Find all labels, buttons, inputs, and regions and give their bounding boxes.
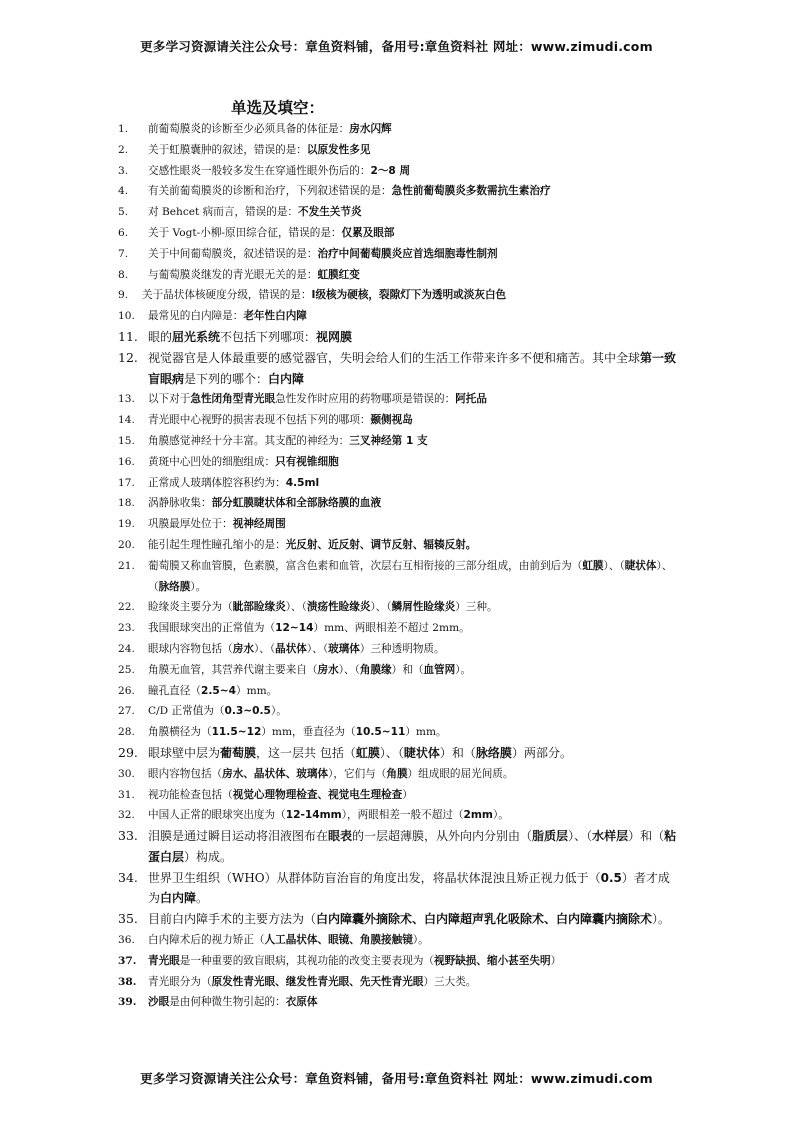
item-number: 2. <box>118 143 129 156</box>
item-number: 38. <box>118 975 137 988</box>
question-text: ）。 <box>270 705 287 718</box>
question-text: ）和（ <box>391 663 424 676</box>
list-item <box>118 992 678 1013</box>
answer-text: 0.3~0.5 <box>224 705 271 718</box>
question-text: ）。 <box>412 934 429 947</box>
item-number: 28. <box>118 726 135 739</box>
answer-text: 0.5 <box>600 870 622 885</box>
item-text <box>148 514 678 535</box>
list-item <box>118 161 678 182</box>
question-text: 前葡萄膜炎的诊断至少必须具备的体征是： <box>148 123 350 135</box>
item-text <box>148 597 678 618</box>
answer-text: 4.5ml <box>285 476 320 489</box>
question-text: 不包括下列哪项： <box>220 329 317 344</box>
answer-text: 阿托品 <box>455 393 487 406</box>
answer-text: 房水 <box>232 642 254 655</box>
item-number: 3. <box>118 164 129 177</box>
item-number: 39. <box>118 996 137 1009</box>
answer-text: 眦部睑缘炎 <box>232 601 286 614</box>
question-text: ）、（ <box>603 559 625 572</box>
list-item <box>118 597 678 618</box>
item-number: 11. <box>118 328 138 344</box>
item-text <box>148 701 678 722</box>
question-text: 瞳孔直径（ <box>148 684 201 697</box>
answer-text: 只有视锥细胞 <box>275 455 339 468</box>
item-text <box>148 805 678 826</box>
answer-text: Ⅰ级核为硬核，裂隙灯下为透明或淡灰白色 <box>311 289 507 302</box>
list-item <box>118 348 678 390</box>
list-item <box>118 410 678 431</box>
answer-text: 12-14mm <box>285 809 342 822</box>
item-number: 22. <box>118 601 135 614</box>
question-text: 正常成人玻璃体腔容积约为： <box>148 476 286 489</box>
question-text: 白内障术后的视力矫正（ <box>148 934 265 947</box>
question-text: 的一层超薄膜，从外向内分别由（ <box>352 829 533 844</box>
item-text <box>148 223 678 244</box>
answer-text: 视觉心理物理检查、视觉电生理检查 <box>232 788 403 801</box>
item-number: 25. <box>118 663 135 676</box>
list-item <box>118 285 678 306</box>
page-footer: 更多学习资源请关注公众号：章鱼资料铺，备用号:章鱼资料社 网址：www.zimudi.com <box>140 1071 653 1086</box>
item-number: 19. <box>118 518 135 531</box>
item-number: 20. <box>118 538 135 551</box>
item-text <box>148 348 678 390</box>
question-text: ），它们与（ <box>328 767 387 780</box>
item-number: 18. <box>118 497 135 510</box>
item-text <box>148 119 678 140</box>
answer-text: 鳞屑性睑缘炎 <box>391 601 456 614</box>
item-number: 35. <box>118 911 138 927</box>
question-text: ）、（ <box>148 559 673 593</box>
question-text: ）、（ <box>370 601 392 614</box>
question-text: 世界卫生组织（WHO）从群体防盲治盲的角度出发，将晶状体混浊且矫正视力低于（ <box>148 870 601 885</box>
list-item <box>118 785 678 806</box>
list-item <box>118 909 678 930</box>
question-text: 能引起生理性瞳孔缩小的是： <box>148 538 286 551</box>
list-item <box>118 951 678 972</box>
item-number: 13. <box>118 393 135 406</box>
item-text <box>148 743 678 764</box>
question-text: 角膜感觉神经十分丰富。其支配的神经为： <box>148 434 350 447</box>
answer-text: 不发生关节炎 <box>298 206 362 219</box>
answer-text: 水样层 <box>592 829 629 844</box>
question-text: 视觉器官是人体最重要的感觉器官，失明会给人们的生活工作带来许多不便和痛苦。其中全球 <box>148 350 641 365</box>
question-text: 眼的 <box>148 329 173 344</box>
item-number: 15. <box>118 434 135 447</box>
question-text: ）。 <box>652 912 671 927</box>
question-text: ）、（ <box>306 642 329 655</box>
item-number: 8. <box>118 268 129 281</box>
list-item <box>118 181 678 202</box>
question-text: C/D 正常值为（ <box>148 705 225 718</box>
question-text: 我国眼球突出的正常值为（ <box>148 622 276 635</box>
answer-text: 以原发性多见 <box>306 143 371 156</box>
item-text <box>148 452 678 473</box>
question-text: 泪膜是通过瞬目运动将泪液图布在 <box>148 829 329 844</box>
item-text <box>148 681 678 702</box>
item-text <box>142 285 678 306</box>
item-text <box>148 785 678 806</box>
answer-text: 原发性青光眼、继发性青光眼、先天性青光眼 <box>211 975 424 988</box>
question-text: 。 <box>196 891 209 906</box>
answer-text: 房水、晶状体、玻璃体 <box>222 767 329 780</box>
item-text <box>148 410 678 431</box>
answer-text: 部分虹膜睫状体和全部脉络膜的血液 <box>211 497 382 510</box>
list-item <box>118 930 678 951</box>
answer-text: 脉络膜 <box>475 745 512 760</box>
item-text <box>148 930 678 951</box>
list-item <box>118 826 678 868</box>
question-text: ）。 <box>455 663 472 676</box>
answer-text: 急性前葡萄膜炎多数需抗生素治疗 <box>391 185 551 198</box>
item-number: 33. <box>118 828 138 844</box>
item-number: 29. <box>118 744 138 760</box>
item-text <box>148 618 678 639</box>
item-text <box>148 327 678 348</box>
item-number: 17. <box>118 476 135 489</box>
list-item <box>118 972 678 993</box>
answer-text: 脂质层 <box>532 829 569 844</box>
item-number: 10. <box>118 310 135 323</box>
question-text: ）组成眼的屈光间质。 <box>407 767 514 780</box>
question-text: 视功能检查包括（ <box>148 788 233 801</box>
list-item <box>118 431 678 452</box>
question-text: 是由何种微生物引起的： <box>169 996 286 1009</box>
question-text: 青光眼分为（ <box>148 975 212 988</box>
item-text <box>148 639 678 660</box>
answer-text: 12~14 <box>275 622 314 635</box>
item-text <box>148 764 678 785</box>
question-text: ）、（ <box>568 829 593 844</box>
answer-text: 白内障 <box>160 891 197 906</box>
section-title: 单选及填空： <box>231 99 325 117</box>
list-item <box>118 805 678 826</box>
question-text: 角膜横径为（ <box>148 726 212 739</box>
item-text <box>148 951 678 972</box>
page-header: 更多学习资源请关注公众号：章鱼资料铺，备用号:章鱼资料社 网址：www.zimudi.com <box>140 39 653 54</box>
question-text: 有关前葡萄膜炎的诊断和治疗，下列叙述错误的是： <box>148 185 392 198</box>
list-item <box>118 639 678 660</box>
question-text: ）和（ <box>439 745 476 760</box>
question-text: ）两部分。 <box>511 745 572 760</box>
question-text: ）三种透明物质。 <box>359 642 445 655</box>
question-text: ）mm。 <box>235 684 278 697</box>
answer-text: 葡萄膜 <box>220 745 257 760</box>
question-text: ）、（ <box>285 601 307 614</box>
question-text: 是下列的哪个： <box>184 371 269 386</box>
answer-text: 光反射、近反射、调节反射、辐辏反射。 <box>285 538 477 551</box>
question-list <box>118 119 678 1013</box>
list-item <box>118 618 678 639</box>
answer-text: 血管网 <box>423 663 456 676</box>
question-text: 关于晶状体核硬度分级，错误的是： <box>142 289 312 302</box>
answer-text: 溃疡性睑缘炎 <box>306 601 371 614</box>
answer-text: 视野缺损、缩小甚至失明 <box>434 954 551 967</box>
answer-text: 脉络膜 <box>158 580 191 593</box>
question-text: 对 Behcet 病而言，错误的是： <box>148 206 299 219</box>
list-item <box>118 202 678 223</box>
item-number: 7. <box>118 247 129 260</box>
item-text <box>148 389 678 410</box>
question-text: 角膜无血管，其营养代谢主要来自（ <box>148 663 318 676</box>
item-text <box>148 140 678 161</box>
question-text: 与葡萄膜炎继发的青光眼无关的是： <box>148 268 318 281</box>
answer-text: 玻璃体 <box>328 642 360 655</box>
answer-text: 睫状体 <box>624 559 657 572</box>
question-text: 黄斑中心凹处的细胞组成： <box>148 455 276 468</box>
answer-text: 第一致盲眼病 <box>148 350 677 386</box>
question-text: 葡萄膜又称血管膜，色素膜，富含色素和血管，次层右互相衔接的三部分组成，由前到后为（ <box>148 559 583 572</box>
list-item <box>118 223 678 244</box>
answer-text: 10.5~11 <box>355 726 406 739</box>
item-text <box>148 556 678 598</box>
question-text: ）、（ <box>338 663 360 676</box>
answer-text: 2.5~4 <box>200 684 236 697</box>
question-text: 中国人正常的眼球突出度为（ <box>148 809 286 822</box>
item-text <box>148 244 678 265</box>
item-number: 24. <box>118 642 135 655</box>
answer-text: 2mm <box>463 809 493 822</box>
answer-text: 治疗中间葡萄膜炎应首选细胞毒性制剂 <box>317 247 498 260</box>
item-number: 37. <box>118 954 137 967</box>
question-text: ）mm，垂直径为（ <box>261 726 356 739</box>
question-text: 急性发作时应用的药物哪项是错误的： <box>275 393 456 406</box>
list-item <box>118 660 678 681</box>
answer-text: 三叉神经第 1 支 <box>349 434 428 447</box>
item-text <box>148 722 678 743</box>
item-number: 16. <box>118 455 135 468</box>
answer-text: 仅累及眼部 <box>341 226 395 239</box>
question-text: ）mm、两眼相差不超过 2mm。 <box>313 622 470 635</box>
item-number: 36. <box>118 934 135 947</box>
question-text: 以下对于 <box>148 393 191 406</box>
question-text: ）三大类。 <box>423 975 477 988</box>
answer-text: 颞侧视岛 <box>370 414 413 427</box>
question-text: ）构成。 <box>184 849 233 864</box>
item-text <box>148 473 678 494</box>
question-text: 青光眼中心视野的损害表现不包括下列的哪项： <box>148 414 371 427</box>
item-text <box>148 161 678 182</box>
question-text: ）和（ <box>628 829 665 844</box>
question-text: ） <box>402 788 413 801</box>
item-text <box>148 431 678 452</box>
question-text: 关于虹膜囊肿的叙述，错误的是： <box>148 143 307 156</box>
item-text <box>148 493 678 514</box>
item-number: 1. <box>118 123 129 135</box>
list-item <box>118 681 678 702</box>
item-text <box>148 992 678 1013</box>
question-text: 关于 Vogt-小柳-原田综合征，错误的是： <box>148 226 342 239</box>
item-text <box>148 826 678 868</box>
answer-text: 角膜缘 <box>359 663 392 676</box>
question-text: 眼球壁中层为 <box>148 745 221 760</box>
list-item <box>118 701 678 722</box>
answer-text: 虹膜 <box>355 745 380 760</box>
item-text <box>148 181 678 202</box>
list-item <box>118 535 678 556</box>
answer-text: 晶状体 <box>275 642 307 655</box>
answer-text: 角膜 <box>386 767 408 780</box>
item-number: 30. <box>118 767 135 780</box>
answer-text: 粘蛋白层 <box>148 829 677 864</box>
item-text <box>148 972 678 993</box>
answer-text: 视网膜 <box>316 329 353 344</box>
question-text: ）、（ <box>379 745 404 760</box>
answer-text: 眼表 <box>328 829 353 844</box>
list-item <box>118 452 678 473</box>
answer-text: 老年性白内障 <box>243 310 307 323</box>
question-text: 巩膜最厚处位于： <box>148 518 233 531</box>
list-item <box>118 493 678 514</box>
question-text: ）者才成为 <box>148 870 670 906</box>
answer-text: 白内障 <box>268 371 305 386</box>
question-text: 目前白内障手术的主要方法为（ <box>148 912 317 927</box>
list-item <box>118 743 678 764</box>
question-text: ）、（ <box>253 642 276 655</box>
question-text: 睑缘炎主要分为（ <box>148 601 233 614</box>
question-text: ）。 <box>492 809 509 822</box>
answer-text: 虹膜红变 <box>317 268 360 281</box>
list-item <box>118 119 678 140</box>
item-number: 14. <box>118 414 135 427</box>
item-number: 9. <box>118 289 129 302</box>
question-text: ） <box>550 954 562 967</box>
item-number: 12. <box>118 349 138 365</box>
answer-text: 沙眼 <box>148 996 170 1009</box>
item-text <box>148 909 678 930</box>
answer-text: 衣原体 <box>285 996 318 1009</box>
question-text: 眼球内容物包括（ <box>148 642 233 655</box>
item-number: 27. <box>118 705 135 718</box>
item-text <box>148 202 678 223</box>
question-text: 交感性眼炎一般较多发生在穿通性眼外伤后的： <box>148 164 371 177</box>
item-number: 34. <box>118 869 138 885</box>
answer-text: 11.5~12 <box>211 726 262 739</box>
answer-text: 虹膜 <box>582 559 604 572</box>
answer-text: 屈光系统 <box>172 329 221 344</box>
answer-text: 睫状体 <box>403 745 440 760</box>
list-item <box>118 722 678 743</box>
question-text: 关于中间葡萄膜炎，叙述错误的是： <box>148 247 318 260</box>
item-text <box>148 265 678 286</box>
item-number: 26. <box>118 684 135 697</box>
item-text <box>148 306 678 327</box>
answer-text: 人工晶状体、眼镜、角膜接触镜 <box>264 934 413 947</box>
item-text <box>148 660 678 681</box>
item-number: 21. <box>118 559 135 572</box>
question-text: 最常见的白内障是： <box>148 310 244 323</box>
question-text: ），两眼相差一般不超过（ <box>341 809 464 822</box>
answer-text: 青光眼 <box>148 954 180 967</box>
answer-text: 白内障囊外摘除术、白内障超声乳化吸除术、白内障囊内摘除术 <box>316 912 653 927</box>
item-number: 4. <box>118 185 129 198</box>
question-text: ，这一层共 包括（ <box>256 745 356 760</box>
item-number: 6. <box>118 226 129 239</box>
item-number: 31. <box>118 788 135 801</box>
answer-text: 房水闪辉 <box>349 123 392 135</box>
question-text: ）三种。 <box>455 601 498 614</box>
question-text: 是一种重要的致盲眼病，其视功能的改变主要表现为（ <box>179 954 435 967</box>
list-item <box>118 389 678 410</box>
list-item <box>118 514 678 535</box>
answer-text: 房水 <box>317 663 339 676</box>
question-text: ）。 <box>190 580 207 593</box>
list-item <box>118 244 678 265</box>
list-item <box>118 764 678 785</box>
item-text <box>148 868 678 910</box>
answer-text: 视神经周围 <box>232 518 286 531</box>
answer-text: 急性闭角型青光眼 <box>190 393 276 406</box>
list-item <box>118 868 678 910</box>
answer-text: 2～8 周 <box>370 164 411 177</box>
list-item <box>118 265 678 286</box>
question-text: 涡静脉收集： <box>148 497 212 510</box>
list-item <box>118 556 678 598</box>
list-item <box>118 306 678 327</box>
item-number: 5. <box>118 206 129 219</box>
list-item <box>118 327 678 348</box>
item-text <box>148 535 678 556</box>
list-item <box>118 473 678 494</box>
list-item <box>118 140 678 161</box>
item-number: 23. <box>118 622 135 635</box>
item-number: 32. <box>118 809 135 822</box>
question-text: ）mm。 <box>405 726 447 739</box>
question-text: 眼内容物包括（ <box>148 767 223 780</box>
